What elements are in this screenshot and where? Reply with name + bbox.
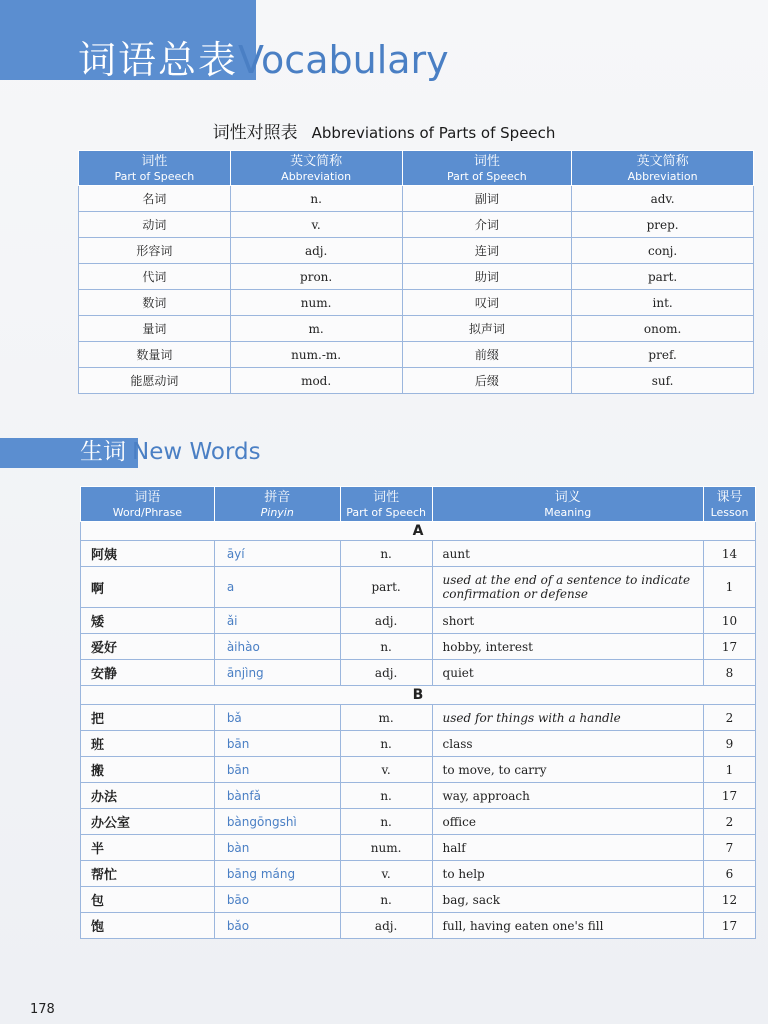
pinyin-cell: bāo <box>214 887 340 913</box>
column-header: 拼音 Pinyin <box>214 487 340 522</box>
word-cell: 包 <box>81 887 215 913</box>
table-row <box>79 264 754 290</box>
abbreviation-cell: adv. <box>572 186 754 212</box>
table-row <box>81 541 756 567</box>
meaning-cell: half <box>432 835 703 861</box>
part-of-speech-cell: v. <box>340 757 432 783</box>
word-cell: 矮 <box>81 608 215 634</box>
part-of-speech-cell: 介词 <box>402 212 572 238</box>
part-of-speech-cell: 能愿动词 <box>79 368 231 394</box>
part-of-speech-cell: 数量词 <box>79 342 231 368</box>
meaning-cell: bag, sack <box>432 887 703 913</box>
part-of-speech-cell: adj. <box>340 913 432 939</box>
pinyin-cell: āyí <box>214 541 340 567</box>
word-cell: 办公室 <box>81 809 215 835</box>
abbreviation-cell: pref. <box>572 342 754 368</box>
part-of-speech-cell: 拟声词 <box>402 316 572 342</box>
column-header: 词性 Part of Speech <box>402 151 572 186</box>
word-cell: 饱 <box>81 913 215 939</box>
page-number: 178 <box>30 1002 55 1017</box>
new-words-title-en: New Words <box>132 439 261 465</box>
part-of-speech-cell: 量词 <box>79 316 231 342</box>
part-of-speech-cell: 助词 <box>402 264 572 290</box>
section-header-row <box>81 522 756 541</box>
meaning-cell: office <box>432 809 703 835</box>
lesson-cell: 10 <box>704 608 756 634</box>
pinyin-cell: bàn <box>214 835 340 861</box>
part-of-speech-cell: part. <box>340 567 432 608</box>
abbreviation-cell: v. <box>230 212 402 238</box>
column-header: 词义 Meaning <box>432 487 703 522</box>
part-of-speech-cell: 名词 <box>79 186 231 212</box>
part-of-speech-cell: m. <box>340 705 432 731</box>
part-of-speech-cell: 前缀 <box>402 342 572 368</box>
word-cell: 搬 <box>81 757 215 783</box>
lesson-cell: 14 <box>704 541 756 567</box>
new-words-header-row <box>81 487 756 522</box>
pinyin-cell: àihào <box>214 634 340 660</box>
lesson-cell: 8 <box>704 660 756 686</box>
new-words-table <box>80 486 756 939</box>
abbreviation-cell: pron. <box>230 264 402 290</box>
abbreviations-body <box>79 186 754 394</box>
word-cell: 安静 <box>81 660 215 686</box>
abbreviation-cell: mod. <box>230 368 402 394</box>
table-row <box>79 212 754 238</box>
meaning-cell: used at the end of a sentence to indicate confirmation or defense <box>432 567 703 608</box>
table-row <box>81 783 756 809</box>
word-cell: 阿姨 <box>81 541 215 567</box>
abbreviation-cell: suf. <box>572 368 754 394</box>
pinyin-cell: bànfǎ <box>214 783 340 809</box>
part-of-speech-cell: adj. <box>340 660 432 686</box>
table-row <box>79 290 754 316</box>
pinyin-cell: bān <box>214 757 340 783</box>
table-row <box>81 608 756 634</box>
pinyin-cell: bāng máng <box>214 861 340 887</box>
part-of-speech-cell: 数词 <box>79 290 231 316</box>
pinyin-cell: ānjìng <box>214 660 340 686</box>
table-row <box>79 186 754 212</box>
pinyin-cell: bǎ <box>214 705 340 731</box>
abbreviation-cell: conj. <box>572 238 754 264</box>
page-title-zh: 词语总表 <box>78 38 239 82</box>
part-of-speech-cell: v. <box>340 861 432 887</box>
meaning-cell: full, having eaten one's fill <box>432 913 703 939</box>
lesson-cell: 2 <box>704 809 756 835</box>
part-of-speech-cell: adj. <box>340 608 432 634</box>
table-row <box>79 368 754 394</box>
part-of-speech-cell: n. <box>340 731 432 757</box>
part-of-speech-cell: n. <box>340 783 432 809</box>
table-row <box>81 835 756 861</box>
new-words-title <box>80 436 261 468</box>
abbreviation-cell: num.-m. <box>230 342 402 368</box>
table-row <box>79 238 754 264</box>
table-row <box>81 809 756 835</box>
table-row <box>81 913 756 939</box>
abbreviation-cell: int. <box>572 290 754 316</box>
abbreviation-cell: n. <box>230 186 402 212</box>
table-row <box>81 634 756 660</box>
part-of-speech-cell: n. <box>340 887 432 913</box>
pinyin-cell: a <box>214 567 340 608</box>
meaning-cell: short <box>432 608 703 634</box>
pinyin-cell: bān <box>214 731 340 757</box>
lesson-cell: 6 <box>704 861 756 887</box>
table-row <box>79 316 754 342</box>
column-header: 课号 Lesson <box>704 487 756 522</box>
lesson-cell: 1 <box>704 567 756 608</box>
abbreviations-header-row <box>79 151 754 186</box>
word-cell: 办法 <box>81 783 215 809</box>
part-of-speech-cell: 代词 <box>79 264 231 290</box>
lesson-cell: 17 <box>704 913 756 939</box>
abbreviation-cell: part. <box>572 264 754 290</box>
section-header-row <box>81 686 756 705</box>
word-cell: 啊 <box>81 567 215 608</box>
new-words-title-zh: 生词 <box>80 439 126 465</box>
page-title <box>78 38 449 82</box>
meaning-cell: used for things with a handle <box>432 705 703 731</box>
table-row <box>81 567 756 608</box>
abbreviations-heading-zh: 词性对照表 <box>212 123 298 143</box>
part-of-speech-cell: 连词 <box>402 238 572 264</box>
lesson-cell: 2 <box>704 705 756 731</box>
part-of-speech-cell: n. <box>340 634 432 660</box>
abbreviation-cell: m. <box>230 316 402 342</box>
word-cell: 把 <box>81 705 215 731</box>
meaning-cell: to help <box>432 861 703 887</box>
table-row <box>79 342 754 368</box>
table-row <box>81 705 756 731</box>
word-cell: 班 <box>81 731 215 757</box>
column-header: 词性 Part of Speech <box>340 487 432 522</box>
column-header: 英文简称 Abbreviation <box>572 151 754 186</box>
column-header: 英文简称 Abbreviation <box>230 151 402 186</box>
column-header: 词性 Part of Speech <box>79 151 231 186</box>
column-header: 词语 Word/Phrase <box>81 487 215 522</box>
table-row <box>81 757 756 783</box>
table-row <box>81 861 756 887</box>
word-cell: 半 <box>81 835 215 861</box>
meaning-cell: way, approach <box>432 783 703 809</box>
meaning-cell: hobby, interest <box>432 634 703 660</box>
lesson-cell: 17 <box>704 783 756 809</box>
lesson-cell: 1 <box>704 757 756 783</box>
word-cell: 帮忙 <box>81 861 215 887</box>
pinyin-cell: bàngōngshì <box>214 809 340 835</box>
abbreviation-cell: adj. <box>230 238 402 264</box>
meaning-cell: class <box>432 731 703 757</box>
abbreviation-cell: num. <box>230 290 402 316</box>
part-of-speech-cell: 叹词 <box>402 290 572 316</box>
pinyin-cell: ǎi <box>214 608 340 634</box>
part-of-speech-cell: 后缀 <box>402 368 572 394</box>
part-of-speech-cell: num. <box>340 835 432 861</box>
meaning-cell: quiet <box>432 660 703 686</box>
abbreviation-cell: onom. <box>572 316 754 342</box>
meaning-cell: aunt <box>432 541 703 567</box>
pinyin-cell: bǎo <box>214 913 340 939</box>
abbreviations-heading <box>0 118 768 143</box>
page-title-en: Vocabulary <box>238 38 449 82</box>
new-words-body <box>81 522 756 939</box>
lesson-cell: 9 <box>704 731 756 757</box>
abbreviations-table <box>78 150 754 394</box>
table-row <box>81 660 756 686</box>
part-of-speech-cell: n. <box>340 541 432 567</box>
word-cell: 爱好 <box>81 634 215 660</box>
section-letter: B <box>81 686 756 705</box>
part-of-speech-cell: 形容词 <box>79 238 231 264</box>
lesson-cell: 17 <box>704 634 756 660</box>
part-of-speech-cell: n. <box>340 809 432 835</box>
table-row <box>81 731 756 757</box>
table-row <box>81 887 756 913</box>
abbreviation-cell: prep. <box>572 212 754 238</box>
lesson-cell: 7 <box>704 835 756 861</box>
meaning-cell: to move, to carry <box>432 757 703 783</box>
lesson-cell: 12 <box>704 887 756 913</box>
part-of-speech-cell: 副词 <box>402 186 572 212</box>
abbreviations-heading-en: Abbreviations of Parts of Speech <box>311 124 556 142</box>
section-letter: A <box>81 522 756 541</box>
part-of-speech-cell: 动词 <box>79 212 231 238</box>
